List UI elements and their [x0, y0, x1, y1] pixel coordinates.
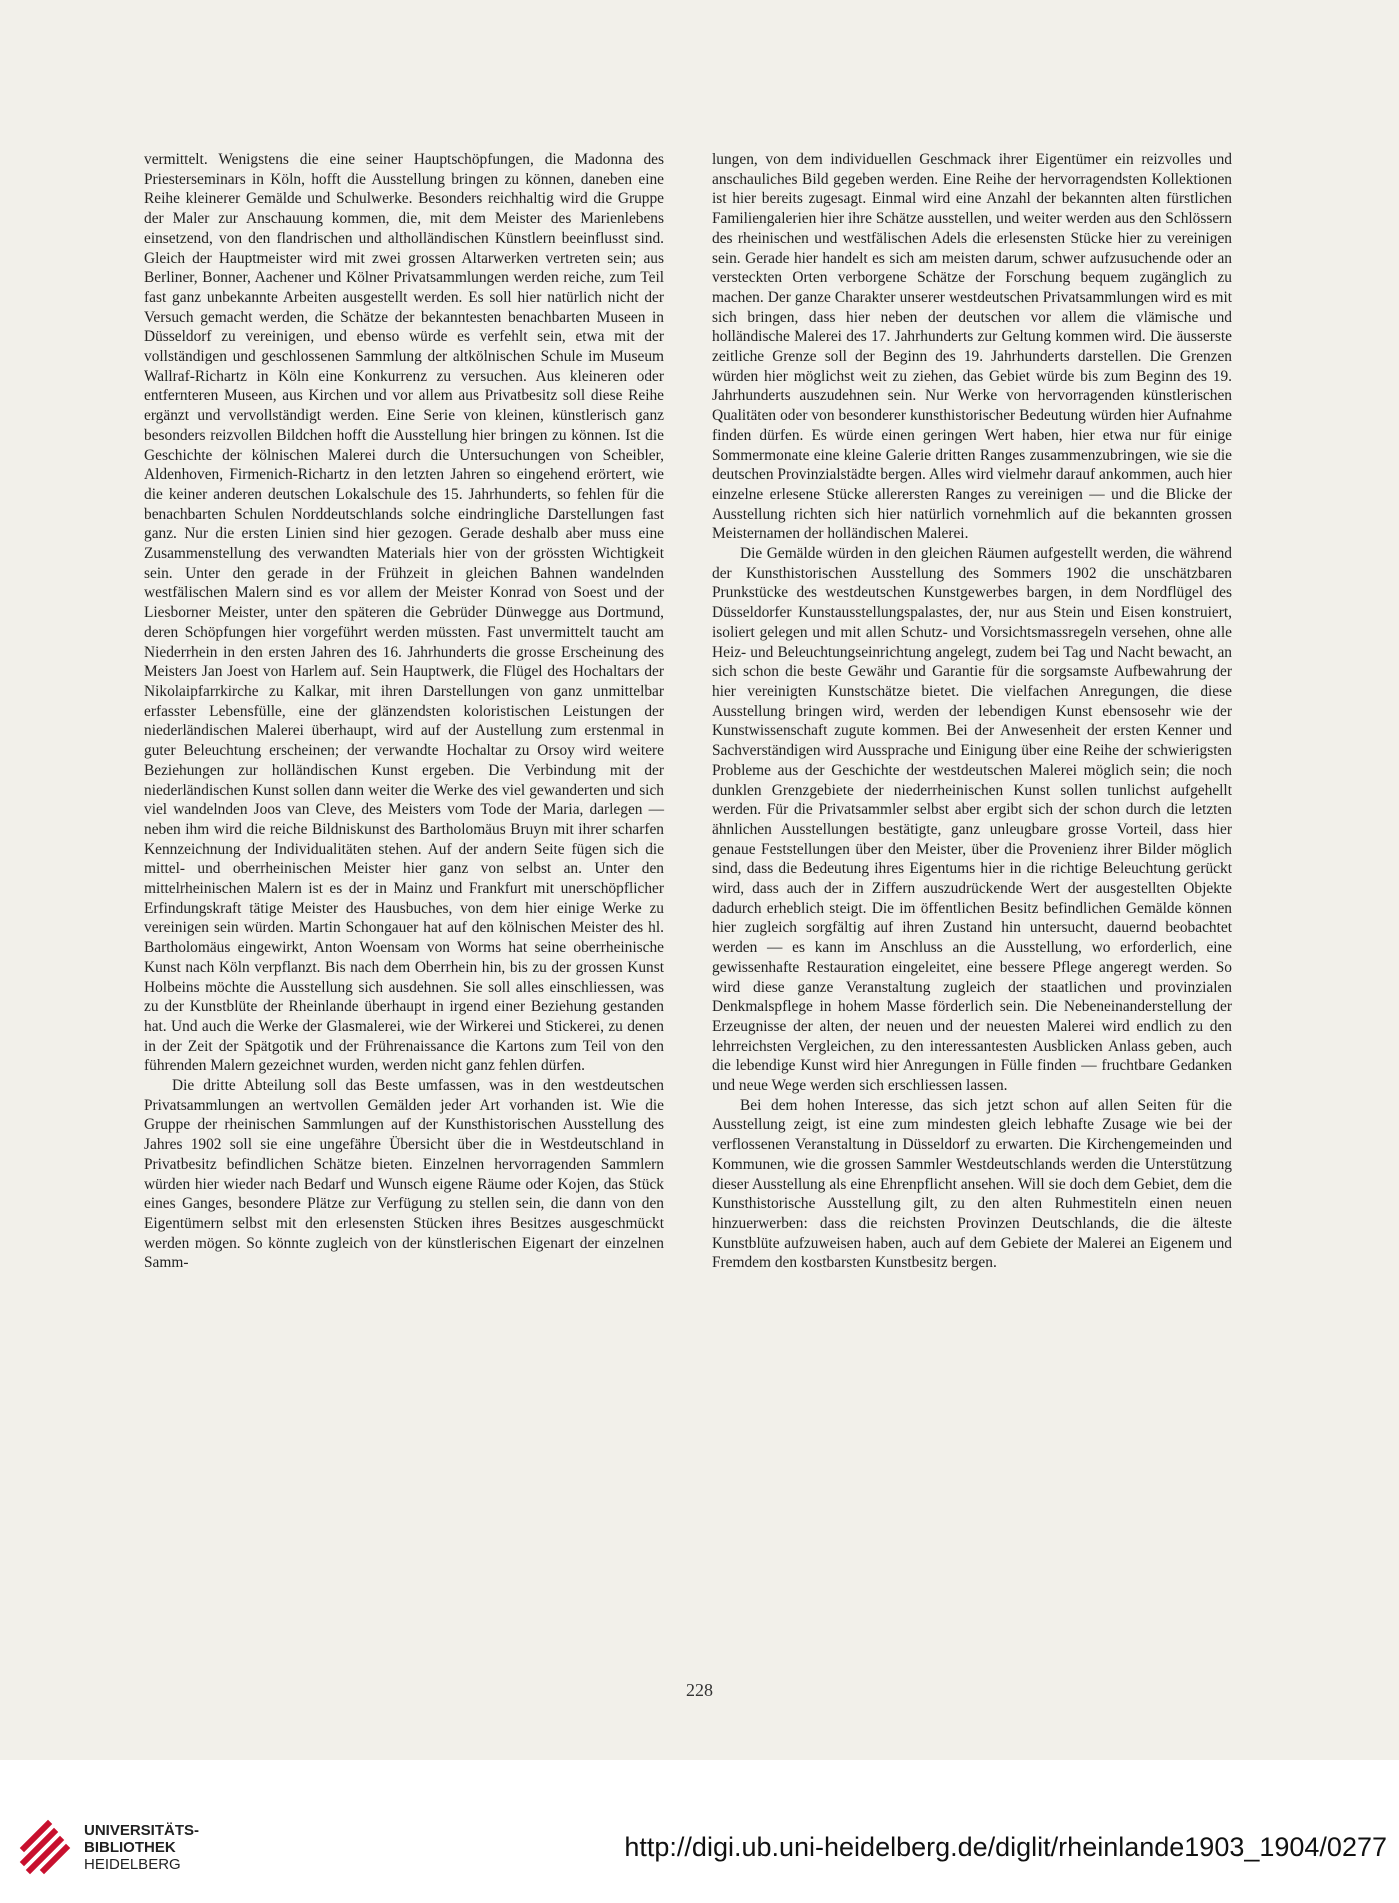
paragraph: Die dritte Abteilung soll das Beste umfassen, was in den westdeutschen Privatsammlungen an wertvollen Gemälden jeder Art vorhanden ist. Wie die Gruppe der rheinischen Sammlungen auf der Kunsthistorischen Ausstellung des Jahres 1902 soll sie eine ungefähre Übersicht über die in Westdeutschland in Privatbesitz befindlichen Schätze bieten. Einzelnen hervorragenden Sammlern würden hier wieder nach Bedarf und Wunsch eigene Räume oder Kojen, das Stück eines Ganges, besondere Plätze zur Verfügung zu stellen sein, die dann von den Eigentümern selbst mit den erlesensten Stücken ihres Besitzes ausgeschmückt werden mögen. So könnte zugleich von der künstlerischen Eigenart der einzelnen Samm-	[144, 1077, 664, 1272]
viewer-footer	[0, 1790, 1399, 1903]
institution-line: BIBLIOTHEK	[84, 1839, 176, 1856]
source-url-link[interactable]: http://digi.ub.uni-heidelberg.de/diglit/rheinlande1903_1904/0277	[624, 1832, 1387, 1862]
ub-heidelberg-logo-icon	[14, 1814, 78, 1878]
paragraph: Die Gemälde würden in den gleichen Räumen aufgestellt werden, die während der Kunsthistorischen Ausstellung des Sommers 1902 die unschätzbaren Prunkstücke des westdeutschen Kunstgewerbes bargen, in dem Nordflügel des Düsseldorfer Kunstausstellungspalastes, der, nur aus Stein und Eisen konstruiert, isoliert gelegen und mit allen Schutz- und Vorsichtsmassregeln versehen, ohne alle Heiz- und Beleuchtungseinrichtung angelegt, zudem bei Tag und Nacht bewacht, an sich schon die beste Gewähr und Garantie für die sorgsamste Aufbewahrung der hier vereinigten Kunstschätze bietet. Die vielfachen Anregungen, die diese Ausstellung bringen wird, werden der lebendigen Kunst ebensosehr wie der Kunstwissenschaft zugute kommen. Bei der Anwesenheit der ersten Kenner und Sachverständigen wird Aussprache und Einigung über eine Reihe der schwierigsten Probleme aus der Geschichte der westdeutschen Malerei möglich sein; die noch dunklen Grenzgebiete der niederrheinischen Kunst sollen tunlichst aufgehellt werden. Für die Privatsammler selbst aber ergibt sich der schon durch die letzten ähnlichen Ausstellungen bestätigte, ganz unleugbare grosse Vorteil, dass hier genaue Feststellungen über den Meister, über die Provenienz ihrer Bilder möglich sind, dass die Bedeutung ihres Eigentums hier in die richtige Beleuchtung gerückt wird, dass auch der in Ziffern auszudrückende Wert der ausgestellten Objekte dadurch erheblich steigt. Die im öffentlichen Besitz befindlichen Gemälde können hier zugleich sorgfältig auf ihren Zustand hin untersucht, dauernd beobachtet werden — es kann im Anschluss an die Ausstellung, wo erforderlich, eine gewissenhafte Restauration eingeleitet, eine bessere Pflege angeregt werden. So wird diese ganze Veranstaltung zugleich der staatlichen und provinzialen Denkmalspflege in hohem Masse förderlich sein. Die Nebeneinanderstellung der Erzeugnisse der alten, der neuen und der neuesten Malerei wird endlich zu den lehrreichsten Vergleichen, zu den interessantesten Ausblicken Anlass geben, auch die lebendige Kunst wird hier Anregungen in Fülle finden — fruchtbare Gedanken und neue Wege werden sich erschliessen lassen.	[712, 545, 1232, 1095]
paragraph: vermittelt. Wenigstens die eine seiner Hauptschöpfungen, die Madonna des Priesterseminars in Köln, hofft die Ausstellung bringen zu können, daneben eine Reihe kleinerer Gemälde und Schulwerke. Besonders reichhaltig wird die Gruppe der Maler zur Anschauung kommen, die, mit dem Meister des Marienlebens einsetzend, von den flandrischen und altholländischen Künstlern beeinflusst sind. Gleich der Hauptmeister wird mit zwei grossen Altarwerken vertreten sein; aus Berliner, Bonner, Aachener und Kölner Privatsammlungen werden reiche, zum Teil fast ganz unbekannte Arbeiten ausgestellt werden. Es soll hier natürlich nicht der Versuch gemacht werden, die Schätze der bekanntesten benachbarten Museen in Düsseldorf zu vereinigen, und ebenso würde es verfehlt sein, etwa mit der vollständigen und geschlossenen Sammlung der altkölnischen Schule im Museum Wallraf-Richartz in Köln eine Konkurrenz zu versuchen. Aus kleineren oder entfernteren Museen, aus Kirchen und vor allem aus Privatbesitz soll diese Reihe ergänzt und vervollständigt werden. Eine Serie von kleinen, künstlerisch ganz besonders reizvollen Bildchen hofft die Ausstellung hier bringen zu können. Ist die Geschichte der kölnischen Malerei durch die Untersuchungen von Scheibler, Aldenhoven, Firmenich-Richartz in den letzten Jahren so eingehend erörtert, wie die keiner anderen deutschen Lokalschule des 15. Jahrhunderts, so fehlen für die benachbarten Schulen Norddeutschlands solche eindringliche Darstellungen fast ganz. Nur die ersten Linien sind hier gezogen. Gerade deshalb aber muss eine Zusammenstellung des verwandten Materials hier von der grössten Wichtigkeit sein. Unter den gerade in der Frühzeit in gleichen Bahnen wandelnden westfälischen Malern sind es vor allem der Meister Konrad von Soest und der Liesborner Meister, unter den späteren die Gebrüder Dünwegge aus Dortmund, deren Schöpfungen hier vorgeführt werden müssten. Fast unvermittelt taucht am Niederrhein in den ersten Jahren des 16. Jahrhunderts die grosse Erscheinung des Meisters Jan Joest von Harlem auf. Sein Hauptwerk, die Flügel des Hochaltars der Nikolaipfarrkirche zu Kalkar, mit ihren Darstellungen von ganz unmittelbar erfasster Lebensfülle, eine der glänzendsten koloristischen Leistungen der niederländischen Malerei überhaupt, wird auf der Austellung zum erstenmal in guter Beleuchtung erscheinen; der verwandte Hochaltar zu Orsoy wird weitere Beziehungen zur holländischen Kunst ergeben. Die Verbindung mit der niederländischen Kunst sollen dann weiter die Werke des viel gewanderten und sich viel wandelnden Joos van Cleve, des Meisters vom Tode der Maria, darlegen — neben ihm wird die reiche Bildniskunst des Bartholomäus Bruyn mit ihrer scharfen Kennzeichnung der Individualitäten stehen. Auf der andern Seite fügen sich die mittel- und oberrheinischen Meister hier ganz von selbst an. Unter den mittelrheinischen Malern ist es der in Mainz und Frankfurt mit unerschöpflicher Erfindungskraft tätige Meister des Hausbuches, von dem hier einige Werke zu vereinigen sein würden. Martin Schongauer hat auf den kölnischen Meister des hl. Bartholomäus eingewirkt, Anton Woensam von Worms hat seine oberrheinische Kunst nach Köln verpflanzt. Bis nach dem Oberrhein hin, bis zu der grossen Kunst Holbeins möchte die Ausstellung sich ausdehnen. Sie soll alles einschliessen, was zu der Kunstblüte der Rheinlande überhaupt in irgend einer Beziehung gestanden hat. Und auch die Werke der Glasmalerei, wie der Wirkerei und Stickerei, zu denen in der Zeit der Spätgotik und der Frührenaissance die Kartons zum Teil von den führenden Malern gezeichnet wurden, werden nicht ganz fehlen dürfen.	[144, 151, 664, 1075]
text-column-left	[144, 150, 664, 1273]
paragraph: lungen, von dem individuellen Geschmack ihrer Eigentümer ein reizvolles und anschauliches Bild gegeben werden. Eine Reihe der hervorragendsten Kollektionen ist hier bereits zugesagt. Einmal wird eine Anzahl der bekannten alten fürstlichen Familiengalerien hier ihre Schätze ausstellen, und weiter werden aus den Schlössern des rheinischen und westfälischen Adels die erlesensten Stücke hier zu vereinigen sein. Gerade hier handelt es sich am meisten darum, schwer aufzusuchende oder an versteckten Orten verborgene Schätze der Forschung bequem zugänglich zu machen. Der ganze Charakter unserer westdeutschen Privatsammlungen wird es mit sich bringen, dass hier neben der deutschen vor allem die vlämische und holländische Malerei des 17. Jahrhunderts zur Geltung kommen wird. Die äusserste zeitliche Grenze soll der Beginn des 19. Jahrhunderts darstellen. Die Grenzen würden hier möglichst weit zu ziehen, das Gebiet würde bis zum Beginn des 19. Jahrhunderts auszudehnen sein. Nur Werke von hervorragenden künstlerischen Qualitäten oder von besonderer kunsthistorischer Bedeutung würden hier Aufnahme finden dürfen. Es würde einen geringen Wert haben, hier etwa nur für einige Sommermonate eine kleine Galerie dritten Ranges zusammenzubringen, wie sie die deutschen Provinzialstädte bergen. Alles wird vielmehr darauf ankommen, auch hier einzelne erlesene Stücke allerersten Ranges zu vereinigen — und die Blicke der Ausstellung richten sich hier natürlich vornehmlich auf die bekannten grossen Meisternamen der holländischen Malerei.	[712, 151, 1232, 543]
paragraph: Bei dem hohen Interesse, das sich jetzt schon auf allen Seiten für die Ausstellung zeigt, ist eine zum mindesten gleich lebhafte Zusage wie bei der verflossenen Veranstaltung in Düsseldorf zu erwarten. Die Kirchengemeinden und Kommunen, wie die grossen Sammler Westdeutschlands werden die Unterstützung dieser Ausstellung als eine Ehrenpflicht ansehen. Will sie doch dem Gebiet, dem die Kunsthistorische Ausstellung gilt, zu den alten Ruhmestiteln einen neuen hinzuerwerben: dass die reichsten Provinzen Deutschlands, die die älteste Kunstblüte aufzuweisen haben, auch auf dem Gebiete der Malerei an Eigenem und Fremdem den kostbarsten Kunstbesitz bergen.	[712, 1096, 1232, 1272]
institution-line: UNIVERSITÄTS-	[84, 1822, 200, 1839]
text-column-right	[712, 150, 1232, 1273]
institution-name	[84, 1822, 199, 1873]
page-number: 228	[686, 1680, 713, 1700]
institution-line: HEIDELBERG	[84, 1856, 181, 1873]
